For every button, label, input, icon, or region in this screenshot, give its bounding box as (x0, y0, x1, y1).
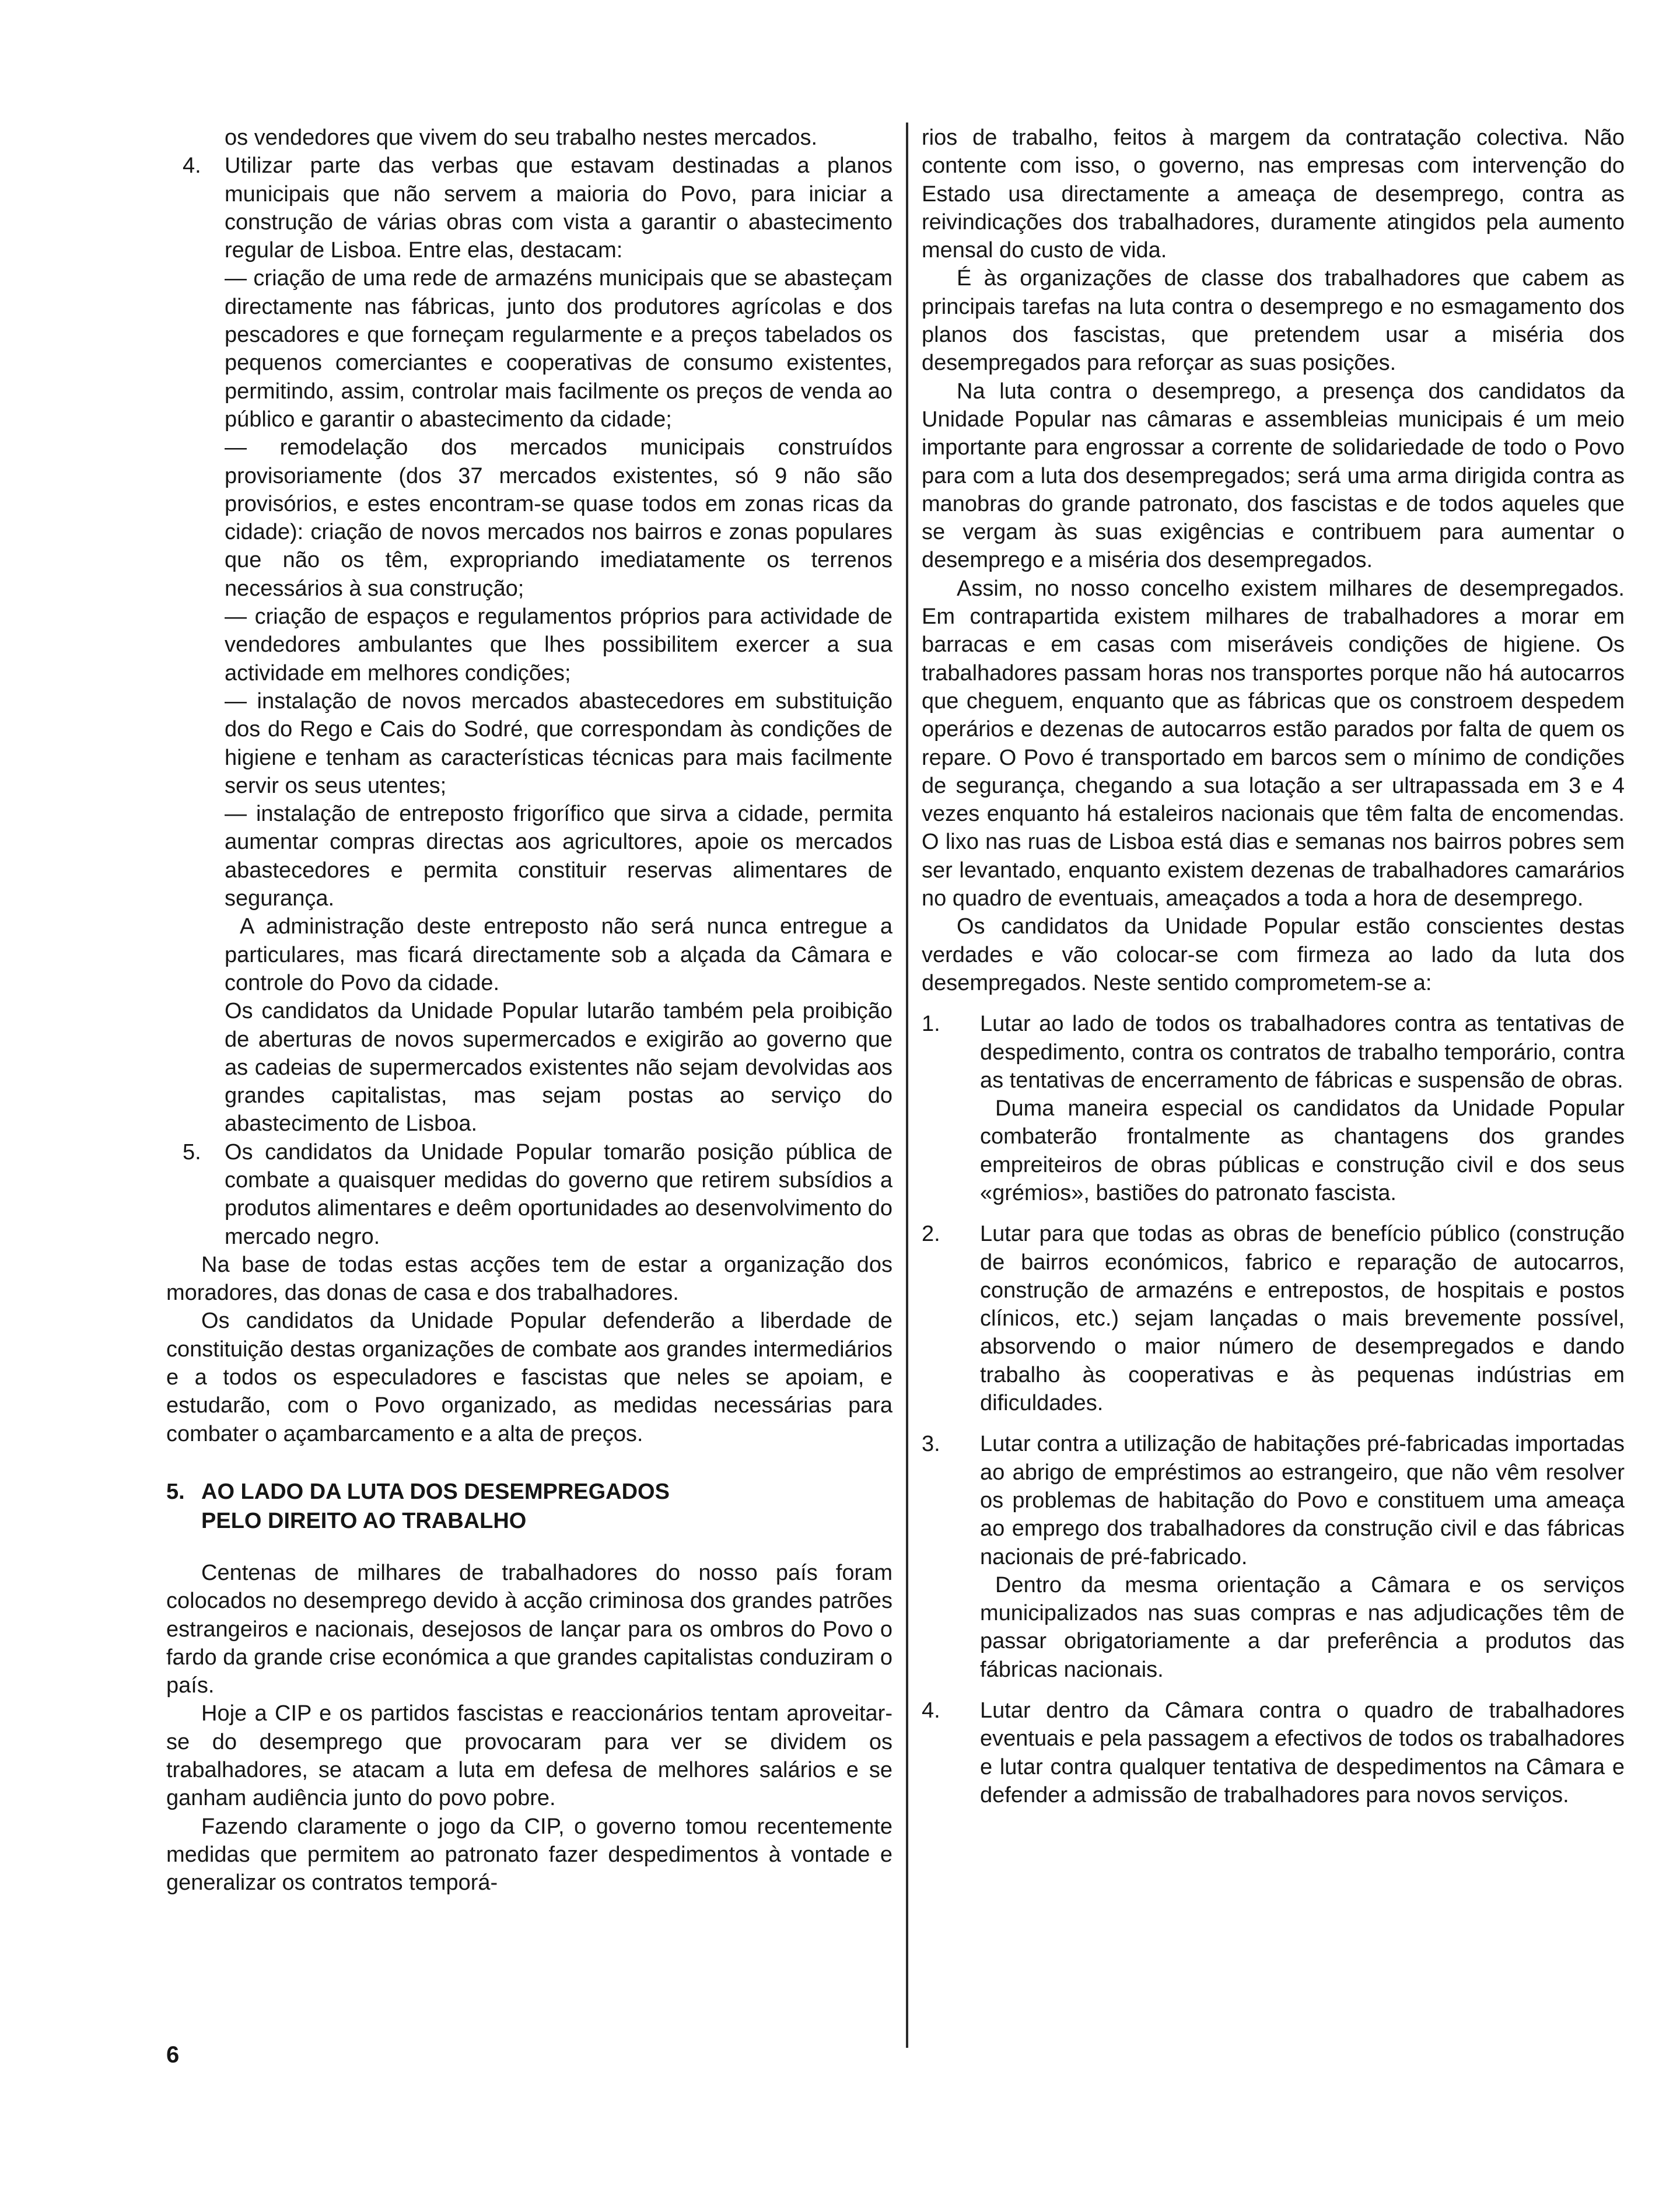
bullet-mercados-abastecedores: — instalação de novos mercados abastecedores em substituição dos do Rego e Cais do Sodré, que correspondam às condições de higiene e tenham as características técnicas para mais facilmente servir os seus utentes; (225, 688, 892, 798)
page-number: 6 (166, 2042, 180, 2068)
section-heading (166, 1477, 892, 1536)
list-item-text: Utilizar parte das verbas que estavam destinadas a planos municipais que não servem a maioria do Povo, para iniciar a construção de várias obras com vista a garantir o abastecimento regular de Lisboa. Entre elas, destacam: (225, 153, 892, 263)
paragraph-centenas: Centenas de milhares de trabalhadores do nosso país foram colocados no desemprego devido à acção criminosa dos grandes patrões estrangeiros e nacionais, desejosos de lançar para os ombros do Povo o fardo da grande crise económica a que grandes capitalistas conduziram o país. (166, 1560, 892, 1698)
list-number: 1. (922, 1012, 940, 1037)
bullet-mercados: — remodelação dos mercados municipais construídos provisoriamente (dos 37 mercados existentes, só 9 não são provisórios, e estes encontram-se quase todos em zonas ricas da cidade): criação de novos mercados nos bairros e zonas populares que não os têm, expropriando imediatamente os terrenos necessários à sua construção; (225, 435, 892, 601)
paragraph-luta-desemprego: Na luta contra o desemprego, a presença dos candidatos da Unidade Popular nas câmaras e assembleias municipais é um meio importante para engrossar a corrente de solidariedade de todo o Povo para com a luta dos desempregados; será uma arma dirigida contra as manobras do grande patronato, dos fascistas e de todos aqueles que se vergam às suas exigências e contribuem para aumentar o desemprego e a miséria dos desempregados. (922, 379, 1625, 573)
section-title-line-1: AO LADO DA LUTA DOS DESEMPREGADOS (201, 1479, 670, 1504)
section-number: 5. (166, 1479, 185, 1504)
list-number: 4. (922, 1698, 940, 1723)
list-item-continuation: Dentro da mesma orientação a Câmara e os serviços municipalizados nas suas compras e nas adjudicações têm de passar obrigatoriamente a dar preferência a produtos das fábricas nacionais. (980, 1572, 1625, 1682)
list-item-4 (166, 152, 892, 1138)
list-number: 2. (922, 1222, 940, 1247)
list-number: 4. (183, 153, 201, 179)
list-item-text: Os candidatos da Unidade Popular tomarão posição pública de combate a quaisquer medidas do governo que retirem subsídios a produtos alimentares e deêm oportunidades ao desenvolvimento do mercado negro. (225, 1139, 892, 1249)
commitment-1 (922, 1010, 1625, 1207)
list-item-text: Lutar contra a utilização de habitações pré-fabricadas importadas ao abrigo de empréstimos ao estrangeiro, que não vêm resolver os problemas de habitação do Povo e constituem uma ameaça ao emprego dos trabalhadores da construção civil e das fábricas nacionais de pré-fabricado. (980, 1432, 1625, 1569)
commitment-2 (922, 1220, 1625, 1417)
list-item-text: Lutar dentro da Câmara contra o quadro de trabalhadores eventuais e pela passagem a efectivos de todos os trabalhadores e lutar contra qualquer tentativa de despedimentos na Câmara e defender a admissão de trabalhadores para novos serviços. (980, 1698, 1625, 1807)
commitment-3 (922, 1430, 1625, 1684)
list-item-5 (166, 1138, 892, 1251)
left-column (166, 124, 892, 1897)
paragraph-conscientes: Os candidatos da Unidade Popular estão conscientes destas verdades e vão colocar-se com firmeza ao lado da luta dos desempregados. Neste sentido comprometem-se a: (922, 914, 1625, 995)
paragraph-organizacoes: É às organizações de classe dos trabalhadores que cabem as principais tarefas na luta contra o desemprego e no esmagamento dos planos dos fascistas, que pretendem usar a miséria dos desempregados para reforçar as suas posições. (922, 266, 1625, 376)
bullet-entreposto: — instalação de entreposto frigorífico que sirva a cidade, permita aumentar compras directas aos agricultores, apoie os mercados abastecedores e permita constituir reservas alimentares de segurança. (225, 802, 892, 911)
right-column (922, 124, 1625, 1809)
bullet-vendedores-ambulantes: — criação de espaços e regulamentos próprios para actividade de vendedores ambulantes que lhes possibilitem exercer a sua actividade em melhores condições; (225, 604, 892, 686)
paragraph-base: Na base de todas estas acções tem de estar a organização dos moradores, das donas de casa e dos trabalhadores. (166, 1252, 892, 1306)
paragraph-rios: rios de trabalho, feitos à margem da contratação colectiva. Não contente com isso, o governo, nas empresas com intervenção do Estado usa directamente a ameaça de desemprego, contra as reivindicações dos trabalhadores, duramente atingidos pela aumento mensal do custo de vida. (922, 125, 1625, 263)
paragraph-hoje: Hoje a CIP e os partidos fascistas e reaccionários tentam aproveitar-se do desemprego que provocaram para ver se dividem os trabalhadores, se atacam a luta em defesa de melhores salários e se ganham audiência junto do povo pobre. (166, 1701, 892, 1811)
column-divider (906, 123, 908, 2048)
bullet-armazens: — criação de uma rede de armazéns municipais que se abasteçam directamente nas fábricas, junto dos produtores agrícolas e dos pescadores e que forneçam regularmente e a preços tabelados os pequenos comerciantes e cooperativas de consumo existentes, permitindo, assim, controlar mais facilmente os preços de venda ao público e garantir o abastecimento da cidade; (225, 266, 892, 432)
paragraph-defenderao: Os candidatos da Unidade Popular defenderão a liberdade de constituição destas organizações de combate aos grandes intermediários e a todos os especuladores e fascistas que neles se apoiam, e estudarão, com o Povo organizado, as medidas necessárias para combater o açambarcamento e a alta de preços. (166, 1309, 892, 1446)
list-item-continuation: Duma maneira especial os candidatos da Unidade Popular combaterão frontalmente as chantagens dos grandes empreiteiros de obras públicas e construção civil e dos seus «grémios», bastiões do patronato fascista. (980, 1096, 1625, 1205)
paragraph-assim: Assim, no nosso concelho existem milhares de desempregados. Em contrapartida existem milhares de trabalhadores a morar em barracas e em casas com miseráveis condições de higiene. Os trabalhadores passam horas nos transportes porque não há autocarros que cheguem, enquanto que as fábricas que os constroem despedem operários e dezenas de autocarros estão parados por falta de quem os repare. O Povo é transportado em barcos sem o mínimo de condições de segurança, chegando a sua lotação a ser ultrapassada em 3 e 4 vezes enquanto há estaleiros nacionais que têm falta de encomendas. O lixo nas ruas de Lisboa está dias e semanas nos bairros pobres sem ser levantado, enquanto existem dezenas de trabalhadores camarários no quadro de eventuais, ameaçados a toda a hora de desemprego. (922, 576, 1625, 911)
list-item-text: Lutar ao lado de todos os trabalhadores contra as tentativas de despedimento, contra os contratos de trabalho temporário, contra as tentativas de encerramento de fábricas e suspensão de obras. (980, 1012, 1625, 1093)
paragraph-vendedores: os vendedores que vivem do seu trabalho nestes mercados. (225, 125, 818, 150)
section-title-line-2: PELO DIREITO AO TRABALHO (201, 1508, 527, 1533)
commitment-4 (922, 1697, 1625, 1809)
paragraph-administracao: A administração deste entreposto não será nunca entregue a particulares, mas ficará directamente sob a alçada da Câmara e controle do Povo da cidade. (225, 914, 892, 995)
list-number: 3. (922, 1432, 940, 1457)
paragraph-supermercados: Os candidatos da Unidade Popular lutarão também pela proibição de aberturas de novos supermercados e exigirão ao governo que as cadeias de supermercados existentes não sejam devolvidas aos grandes capitalistas, mas sejam postas ao serviço do abastecimento de Lisboa. (225, 999, 892, 1137)
list-number: 5. (183, 1139, 201, 1165)
list-item-text: Lutar para que todas as obras de benefício público (construção de bairros económicos, fabrico e reparação de autocarros, construção de armazéns e entrepostos, de hospitais e postos clínicos, etc.) sejam lançadas o mais brevemente possível, absorvendo o maior número de desempregados e dando trabalho às cooperativas e às pequenas indústrias em dificuldades. (980, 1222, 1625, 1416)
paragraph-fazendo: Fazendo claramente o jogo da CIP, o governo tomou recentemente medidas que permitem ao patronato fazer despedimentos à vontade e generalizar os contratos temporá- (166, 1814, 892, 1896)
